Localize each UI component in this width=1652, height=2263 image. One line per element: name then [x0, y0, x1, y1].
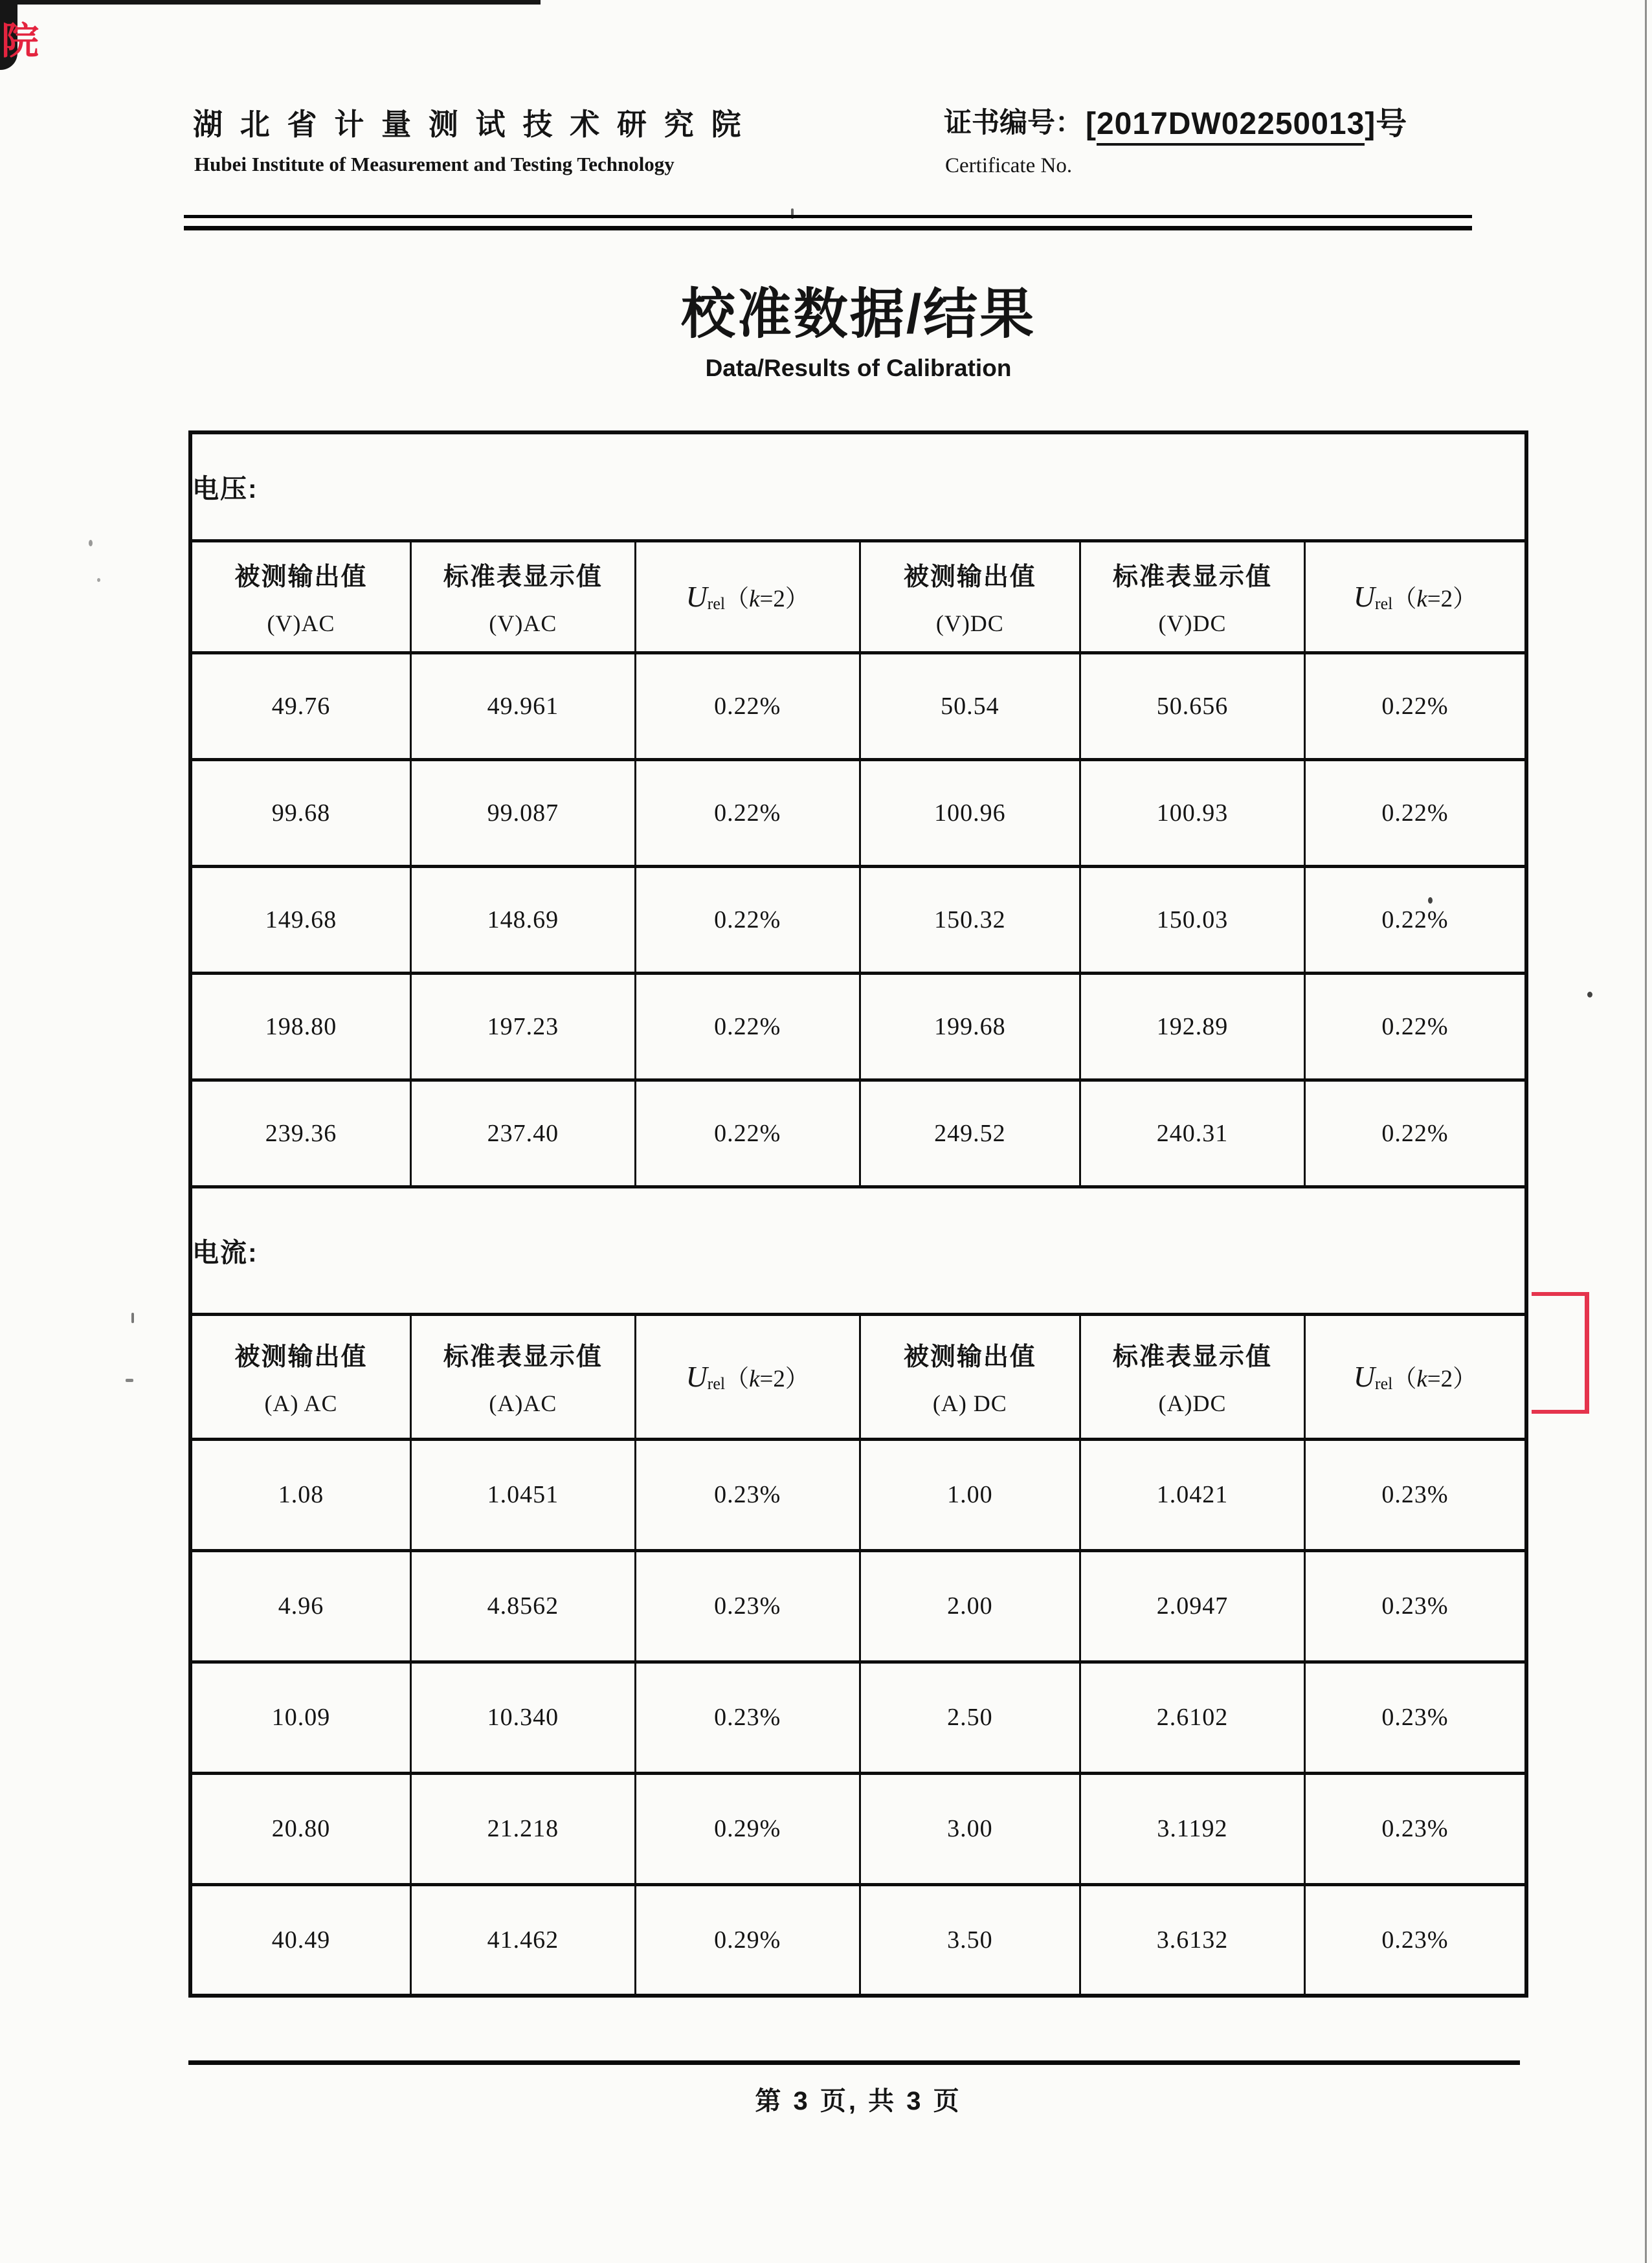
table-row [190, 1662, 1526, 1773]
table-cell: 41.462 [411, 1884, 636, 1996]
table-row [190, 759, 1526, 866]
table-cell: 10.340 [411, 1662, 636, 1773]
table-cell: 100.93 [1080, 759, 1305, 866]
table-cell: 50.656 [1080, 652, 1305, 759]
current-header-row [190, 1314, 1526, 1439]
table-cell: 2.00 [860, 1550, 1080, 1662]
certificate-number-label: 证书编号： [944, 107, 1083, 139]
certificate-number-label-en: Certificate No. [945, 154, 1073, 177]
table-cell: 99.087 [411, 759, 636, 866]
official-seal-character: 院 [1, 20, 39, 62]
header-divider-rule [184, 215, 1472, 230]
table-cell: 198.80 [190, 973, 411, 1080]
column-header-unit: (V)DC [935, 610, 1004, 636]
certificate-number-line [944, 98, 1407, 143]
table-cell: 1.0451 [411, 1439, 636, 1550]
table-cell: 3.50 [860, 1884, 1080, 1996]
table-cell: 197.23 [411, 973, 636, 1080]
column-header-unit: (V)DC [1158, 610, 1227, 636]
column-header-unit: (A) AC [264, 1390, 338, 1416]
u-symbol: U [1353, 580, 1375, 614]
table-cell: 0.22% [1304, 866, 1526, 973]
column-header-uncertainty [635, 1314, 860, 1439]
table-cell: 0.29% [635, 1773, 860, 1884]
voltage-header-row [190, 541, 1526, 652]
table-cell: 3.1192 [1080, 1773, 1305, 1884]
column-header-uncertainty [1304, 541, 1526, 652]
table-row [190, 1884, 1526, 1996]
scan-speck [89, 540, 93, 546]
u-symbol: U [686, 1360, 708, 1394]
table-cell: 3.6132 [1080, 1884, 1305, 1996]
footer-divider-rule [188, 2060, 1520, 2065]
table-cell: 0.23% [635, 1439, 860, 1550]
official-seal-fragment [1532, 1292, 1589, 1414]
table-cell: 49.76 [190, 652, 411, 759]
table-cell: 0.23% [635, 1550, 860, 1662]
table-cell: 0.29% [635, 1884, 860, 1996]
institute-name-en: Hubei Institute of Measurement and Testing Technology [194, 153, 675, 175]
table-cell: 99.68 [190, 759, 411, 866]
table-cell: 0.23% [635, 1662, 860, 1773]
voltage-section-row [190, 432, 1526, 541]
page-title: 校准数据/结果 [680, 284, 1036, 344]
column-header [1080, 1314, 1305, 1439]
certificate-number-value [1086, 107, 1407, 146]
column-header-name: 被测输出值 [234, 563, 368, 591]
table-cell: 2.50 [860, 1662, 1080, 1773]
table-cell: 0.22% [635, 652, 860, 759]
column-header-name: 被测输出值 [903, 1343, 1036, 1371]
table-cell: 0.23% [1304, 1550, 1526, 1662]
table-row [190, 866, 1526, 973]
scan-speck [131, 1313, 134, 1323]
column-header [411, 541, 636, 652]
u-subscript: rel [707, 1374, 726, 1394]
table-cell: 0.22% [635, 973, 860, 1080]
table-cell: 148.69 [411, 866, 636, 973]
table-cell: 2.0947 [1080, 1550, 1305, 1662]
table-cell: 0.22% [635, 1080, 860, 1187]
table-cell: 2.6102 [1080, 1662, 1305, 1773]
table-cell: 1.08 [190, 1439, 411, 1550]
coverage-factor: （k=2） [725, 586, 809, 613]
column-header [860, 1314, 1080, 1439]
table-cell: 20.80 [190, 1773, 411, 1884]
table-cell: 240.31 [1080, 1080, 1305, 1187]
column-header-name: 标准表显示值 [1112, 563, 1272, 591]
current-section-row [190, 1187, 1526, 1314]
column-header-name: 被测输出值 [903, 563, 1036, 591]
certificate-number-digits: 2017DW02250013 [1097, 107, 1365, 146]
certificate-number-bracket-open: [ [1086, 107, 1097, 141]
table-cell: 0.23% [1304, 1884, 1526, 1996]
table-cell: 239.36 [190, 1080, 411, 1187]
column-header [860, 541, 1080, 652]
table-cell: 0.22% [635, 759, 860, 866]
u-subscript: rel [707, 594, 726, 614]
table-cell: 150.03 [1080, 866, 1305, 973]
column-header [190, 1314, 411, 1439]
scan-speck [126, 1379, 133, 1382]
page-number: 第 3 页, 共 3 页 [755, 2087, 962, 2115]
table-cell: 49.961 [411, 652, 636, 759]
column-header-unit: (A) DC [932, 1390, 1007, 1416]
table-cell: 1.0421 [1080, 1439, 1305, 1550]
table-row [190, 1550, 1526, 1662]
column-header-unit: (A)AC [489, 1390, 557, 1416]
current-section-cell [190, 1187, 1526, 1314]
table-cell: 21.218 [411, 1773, 636, 1884]
table-cell: 0.23% [1304, 1662, 1526, 1773]
u-symbol: U [1353, 1360, 1375, 1394]
column-header-name: 标准表显示值 [443, 563, 603, 591]
u-subscript: rel [1374, 1374, 1393, 1394]
column-header-uncertainty [1304, 1314, 1526, 1439]
table-row [190, 973, 1526, 1080]
table-cell: 237.40 [411, 1080, 636, 1187]
table-cell: 1.00 [860, 1439, 1080, 1550]
table-cell: 0.22% [1304, 759, 1526, 866]
coverage-factor: （k=2） [1392, 1366, 1477, 1393]
table-cell: 192.89 [1080, 973, 1305, 1080]
column-header-uncertainty [635, 541, 860, 652]
certificate-number-bracket-close: ]号 [1365, 107, 1408, 141]
table-row [190, 1439, 1526, 1550]
u-subscript: rel [1374, 594, 1393, 614]
column-header-unit: (A)DC [1158, 1390, 1227, 1416]
table-cell: 0.23% [1304, 1773, 1526, 1884]
table-cell: 0.22% [635, 866, 860, 973]
table-cell: 4.8562 [411, 1550, 636, 1662]
table-cell: 0.23% [1304, 1439, 1526, 1550]
column-header [1080, 541, 1305, 652]
column-header-unit: (V)AC [267, 610, 335, 636]
column-header [411, 1314, 636, 1439]
column-header [190, 541, 411, 652]
column-header-name: 被测输出值 [234, 1343, 368, 1371]
calibration-table [188, 430, 1528, 1998]
scan-speck [1587, 992, 1592, 998]
column-header-unit: (V)AC [489, 610, 557, 636]
table-cell: 0.22% [1304, 1080, 1526, 1187]
institute-name-cn: 湖 北 省 计 量 测 试 技 术 研 究 院 [193, 107, 746, 141]
table-cell: 4.96 [190, 1550, 411, 1662]
table-cell: 40.49 [190, 1884, 411, 1996]
column-header-name: 标准表显示值 [1112, 1343, 1272, 1371]
column-header-name: 标准表显示值 [443, 1343, 603, 1371]
coverage-factor: （k=2） [1392, 586, 1477, 613]
table-cell: 0.22% [1304, 652, 1526, 759]
table-cell: 10.09 [190, 1662, 411, 1773]
scan-edge-artifact [0, 0, 541, 5]
scan-speck [97, 578, 100, 582]
table-cell: 0.22% [1304, 973, 1526, 1080]
table-cell: 249.52 [860, 1080, 1080, 1187]
coverage-factor: （k=2） [725, 1366, 809, 1393]
page-subtitle: Data/Results of Calibration [705, 355, 1012, 381]
table-cell: 50.54 [860, 652, 1080, 759]
scan-edge-line [1645, 0, 1647, 2263]
current-section-label: 电流: [192, 1238, 258, 1267]
table-cell: 149.68 [190, 866, 411, 973]
table-cell: 150.32 [860, 866, 1080, 973]
table-cell: 100.96 [860, 759, 1080, 866]
table-row [190, 1773, 1526, 1884]
table-row [190, 1080, 1526, 1187]
voltage-section-cell [190, 432, 1526, 541]
u-symbol: U [686, 580, 708, 614]
voltage-section-label: 电压: [192, 474, 258, 504]
table-cell: 3.00 [860, 1773, 1080, 1884]
table-row [190, 652, 1526, 759]
table-cell: 199.68 [860, 973, 1080, 1080]
